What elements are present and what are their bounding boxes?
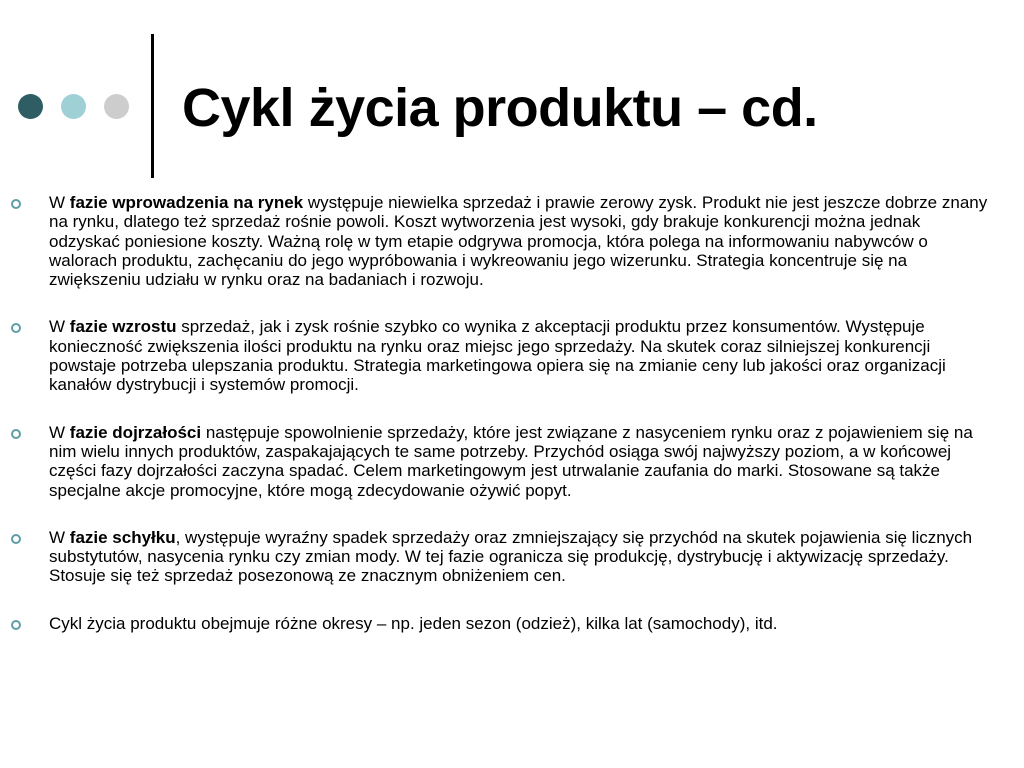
paragraph-bold: fazie dojrzałości <box>69 422 202 442</box>
list-item <box>0 317 1024 394</box>
list-item <box>0 614 1024 633</box>
list-item <box>0 423 1024 500</box>
paragraph-text: występuje niewielka sprzedaż i prawie zerowy zysk. Produkt nie jest jeszcze dobrze znany na rynku, dlatego też sprzedaż rośnie powoli. Koszt wytworzenia jest wysoki, gdy brakuje konkurencji można jednak odzyskać poniesione koszty. Ważną rolę w tym etapie odgrywa promocja, która polega na informowaniu nabywców o walorach produktu, zachęcaniu do jego wypróbowania i wykreowaniu jego wizerunku. Strategia koncentruje się na zwiększeniu udziału w rynku oraz na badaniach i rozwoju. <box>49 193 988 290</box>
decorative-dot-icon <box>104 94 129 119</box>
paragraph-prefix: W <box>49 193 70 212</box>
bullet-circle-icon <box>11 620 21 630</box>
bullet-circle-icon <box>11 429 21 439</box>
paragraph-text: Cykl życia produktu obejmuje różne okresy – np. jeden sezon (odzież), kilka lat (samochody), itd. <box>49 613 778 633</box>
paragraph-bold: fazie schyłku <box>69 527 176 547</box>
title-divider <box>151 34 154 178</box>
bullet-circle-icon <box>11 199 21 209</box>
paragraph-prefix: W <box>49 317 70 337</box>
list-item <box>0 193 1024 289</box>
paragraph-text: sprzedaż, jak i zysk rośnie szybko co wynika z akceptacji produktu przez konsumentów. Występuje konieczność zwiększenia ilości produktu na rynku oraz miejsc jego sprzedaży. Na skutek coraz silniejszej konkurencji powstaje potrzeba ulepszania produktu. Strategia marketingowa opiera się na zmianie ceny lub jakości oraz organizacji kanałów dystrybucji i systemów promocji. <box>49 317 946 395</box>
decorative-dot-icon <box>18 94 43 119</box>
paragraph-text: , występuje wyraźny spadek sprzedaży oraz zmniejszający się przychód na skutek pojawienia się licznych substytutów, nasycenia rynku czy zmian mody. W tej fazie ogranicza się produkcję, dystrybucję i aktywizację sprzedaży. Stosuje się też sprzedaż posezonową ze znacznym obniżeniem cen. <box>49 527 973 586</box>
paragraph-prefix: W <box>49 527 70 547</box>
paragraph-bold: fazie wprowadzenia na rynek <box>69 193 304 212</box>
bullet-circle-icon <box>11 323 21 333</box>
list-item <box>0 528 1024 586</box>
bullet-circle-icon <box>11 534 21 544</box>
decorative-dot-icon <box>61 94 86 119</box>
slide-title: Cykl życia produktu – cd. <box>182 78 818 138</box>
paragraph-bold: fazie wzrostu <box>69 317 177 337</box>
paragraph-prefix: W <box>49 422 70 442</box>
bullet-list <box>0 193 1024 633</box>
paragraph-text: następuje spowolnienie sprzedaży, które jest związane z nasyceniem rynku oraz z pojawieniem się na nim wielu innych produktów, zaspakajających te same potrzeby. Przychód osiąga swój najwyższy poziom, a w końcowej części fazy dojrzałości zaczyna spadać. Celem marketingowym jest utrwalanie zaufania do marki. Stosowane są także specjalne akcje promocyjne, które mogą zdecydowanie ożywić popyt. <box>49 422 973 500</box>
